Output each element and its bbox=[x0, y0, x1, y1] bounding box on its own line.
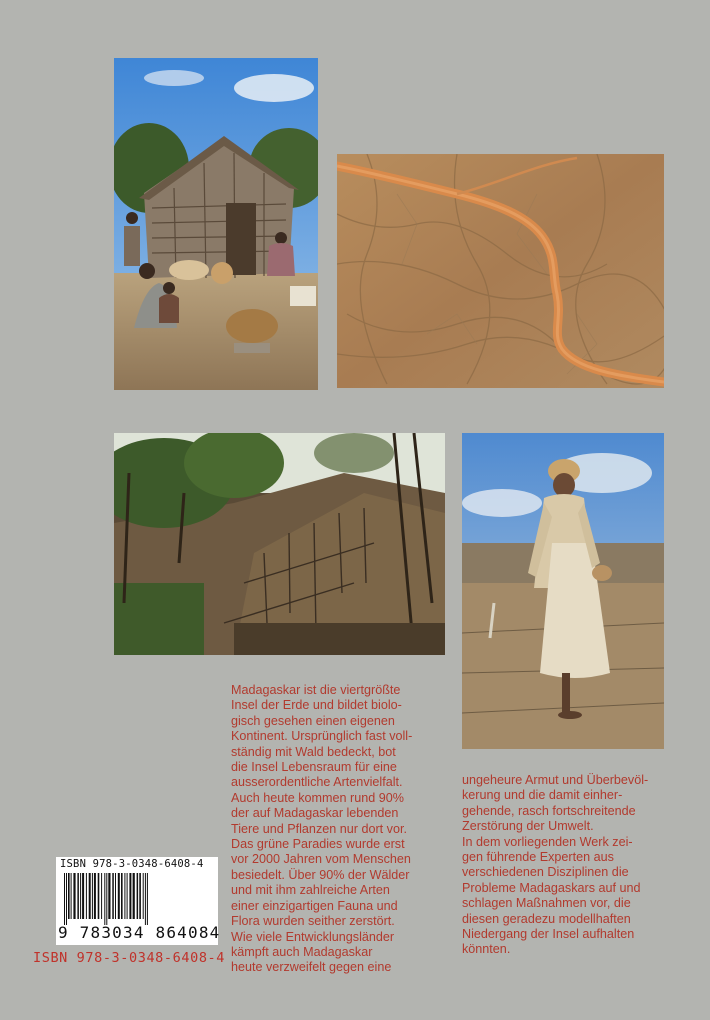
blurb-left-line: Das grüne Paradies wurde erst bbox=[231, 837, 405, 852]
blurb-left-line: heute verzweifelt gegen eine bbox=[231, 960, 392, 975]
blurb-left-line: ständig mit Wald bedeckt, bot bbox=[231, 744, 396, 759]
barcode-bar bbox=[92, 873, 93, 919]
barcode-bar bbox=[147, 873, 148, 925]
blurb-left-line: und mit ihm zahlreiche Arten bbox=[231, 883, 390, 898]
blurb-right-line: ungeheure Armut und Überbevöl- bbox=[462, 773, 649, 787]
blurb-right-line: Niedergang der Insel aufhalten bbox=[462, 927, 635, 942]
blurb-right-line: verschiedenen Disziplinen die bbox=[462, 865, 629, 880]
blurb-right-line: könnten. bbox=[462, 942, 511, 957]
blurb-left-line: ausserordentliche Artenvielfalt. bbox=[231, 775, 403, 790]
barcode-isbn-label: ISBN 978-3-0348-6408-4 bbox=[60, 858, 204, 870]
barcode-bar bbox=[101, 873, 102, 919]
blurb-right-line: In dem vorliegenden Werk zei- bbox=[462, 834, 633, 849]
barcode-bar bbox=[71, 873, 72, 919]
blurb-left-line: Madagaskar ist die viertgrößte bbox=[231, 683, 401, 697]
barcode-bar bbox=[94, 873, 96, 919]
blurb-right-line: diesen geradezu modellhaften bbox=[462, 911, 631, 926]
barcode-bar bbox=[98, 873, 100, 919]
photo-farmer-sowing bbox=[462, 433, 664, 749]
barcode-bar bbox=[82, 873, 84, 919]
barcode-bar bbox=[118, 873, 120, 919]
barcode-bar bbox=[139, 873, 141, 919]
barcode-digits: 9 783034 864084 bbox=[58, 923, 221, 942]
barcode bbox=[56, 857, 221, 945]
barcode-bar bbox=[115, 873, 116, 919]
barcode-bar bbox=[64, 873, 65, 925]
barcode-bar bbox=[121, 873, 123, 919]
blurb-right-line: kerung und die damit einher- bbox=[462, 788, 623, 803]
barcode-bar bbox=[129, 873, 131, 919]
blurb-right-line: Probleme Madagaskars auf und bbox=[462, 880, 641, 895]
blurb-left-line: gisch gesehen einen eigenen bbox=[231, 713, 395, 728]
barcode-bar bbox=[133, 873, 135, 919]
barcode-bar bbox=[112, 873, 114, 919]
barcode-bar bbox=[73, 873, 75, 919]
blurb-left-line: vor 2000 Jahren vom Menschen bbox=[231, 852, 411, 867]
barcode-bar bbox=[68, 873, 70, 919]
blurb-right-column bbox=[462, 773, 648, 958]
barcode-bars bbox=[62, 873, 212, 925]
blurb-left-column bbox=[231, 683, 412, 976]
blurb-left-line: Flora wurden seither zerstört. bbox=[231, 914, 395, 929]
barcode-bar bbox=[127, 873, 128, 919]
photo-aerial-river bbox=[337, 154, 664, 388]
blurb-left-line: Insel der Erde und bildet biolo- bbox=[231, 698, 402, 713]
barcode-bar bbox=[66, 873, 67, 925]
barcode-bar bbox=[104, 873, 105, 925]
photo-burned-forest bbox=[114, 433, 445, 655]
isbn-footer: ISBN 978-3-0348-6408-4 bbox=[33, 950, 226, 966]
barcode-bar bbox=[80, 873, 81, 919]
barcode-bar bbox=[106, 873, 107, 925]
photo-village-hut bbox=[114, 58, 318, 390]
barcode-bar bbox=[108, 873, 110, 919]
barcode-bar bbox=[143, 873, 144, 919]
barcode-bar bbox=[137, 873, 139, 919]
blurb-left-line: der auf Madagaskar lebenden bbox=[231, 806, 399, 821]
blurb-left-line: Tiere und Pflanzen nur dort vor. bbox=[231, 821, 407, 836]
blurb-right-line: Zerstörung der Umwelt. bbox=[462, 819, 594, 834]
blurb-left-line: kämpft auch Madagaskar bbox=[231, 944, 373, 959]
blurb-left-line: einer einzigartigen Fauna und bbox=[231, 898, 398, 913]
blurb-left-line: Auch heute kommen rund 90% bbox=[231, 790, 404, 805]
blurb-left-line: Kontinent. Ursprünglich fast voll- bbox=[231, 729, 413, 744]
barcode-bar bbox=[89, 873, 91, 919]
blurb-left-line: die Insel Lebensraum für eine bbox=[231, 760, 397, 775]
blurb-left-line: Wie viele Entwicklungsländer bbox=[231, 929, 395, 944]
barcode-bar bbox=[145, 873, 146, 925]
blurb-left-line: besiedelt. Über 90% der Wälder bbox=[231, 867, 410, 882]
blurb-right-line: schlagen Maßnahmen vor, die bbox=[462, 896, 631, 911]
barcode-bar bbox=[124, 873, 125, 919]
barcode-bar bbox=[77, 873, 79, 919]
blurb-right-line: gehende, rasch fortschreitende bbox=[462, 803, 636, 818]
blurb-right-line: gen führende Experten aus bbox=[462, 850, 614, 865]
barcode-bar bbox=[86, 873, 87, 919]
